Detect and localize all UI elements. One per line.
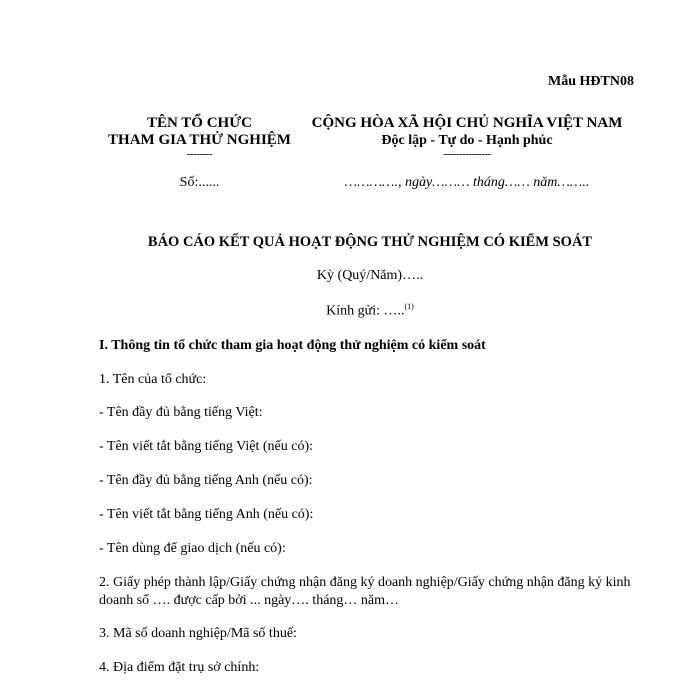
motto-underline: --------------- [443,148,491,160]
item-full-name-vi: - Tên đầy đủ bằng tiếng Việt: [99,405,263,420]
item-trade-name: - Tên dùng để giao dịch (nếu có): [99,541,286,556]
date-line: …………., ngày……… tháng…… năm…….. [344,175,590,190]
report-period: Kỳ (Quý/Năm)….. [316,268,424,283]
item-license: 2. Giấy phép thành lập/Giấy chứng nhận đăng ký doanh nghiệp/Giấy chứng nhận đăng ký kinh doanh số …. được cấp bởi ... ngày…. tháng… năm… [99,575,631,608]
item-short-name-en: - Tên viết tắt bằng tiếng Anh (nếu có): [99,507,314,522]
section-heading-1: I. Thông tin tổ chức tham gia hoạt động thử nghiệm có kiểm soát [99,338,486,353]
recipient-footnote: (1) [404,302,414,311]
item-org-name: 1. Tên của tổ chức: [99,372,207,387]
item-head-office: 4. Địa điểm đặt trụ sở chính: [99,660,260,675]
item-tax-code: 3. Mã số doanh nghiệp/Mã số thuế: [99,626,297,641]
national-motto: Độc lập - Tự do - Hạnh phúc [381,133,553,148]
country-name: CỘNG HÒA XÃ HỘI CHỦ NGHĨA VIỆT NAM [311,115,623,131]
report-title: BÁO CÁO KẾT QUẢ HOẠT ĐỘNG THỬ NGHIỆM CÓ KIỂM SOÁT [147,234,593,250]
document-number: Số:...... [179,175,220,190]
organization-header [92,115,307,159]
item-full-name-en: - Tên đầy đủ bằng tiếng Anh (nếu có): [99,473,313,488]
form-code: Mẫu HĐTN08 [548,74,634,89]
national-header [297,115,637,159]
recipient-text: Kính gửi: ….. [326,303,405,319]
organization-underline: -------- [186,148,213,160]
item-short-name-vi: - Tên viết tắt bằng tiếng Việt (nếu có): [99,439,314,454]
recipient-line [40,302,700,320]
organization-name-line1: TÊN TỔ CHỨC [146,115,252,131]
organization-name-line2: THAM GIA THỬ NGHIỆM [108,132,291,148]
